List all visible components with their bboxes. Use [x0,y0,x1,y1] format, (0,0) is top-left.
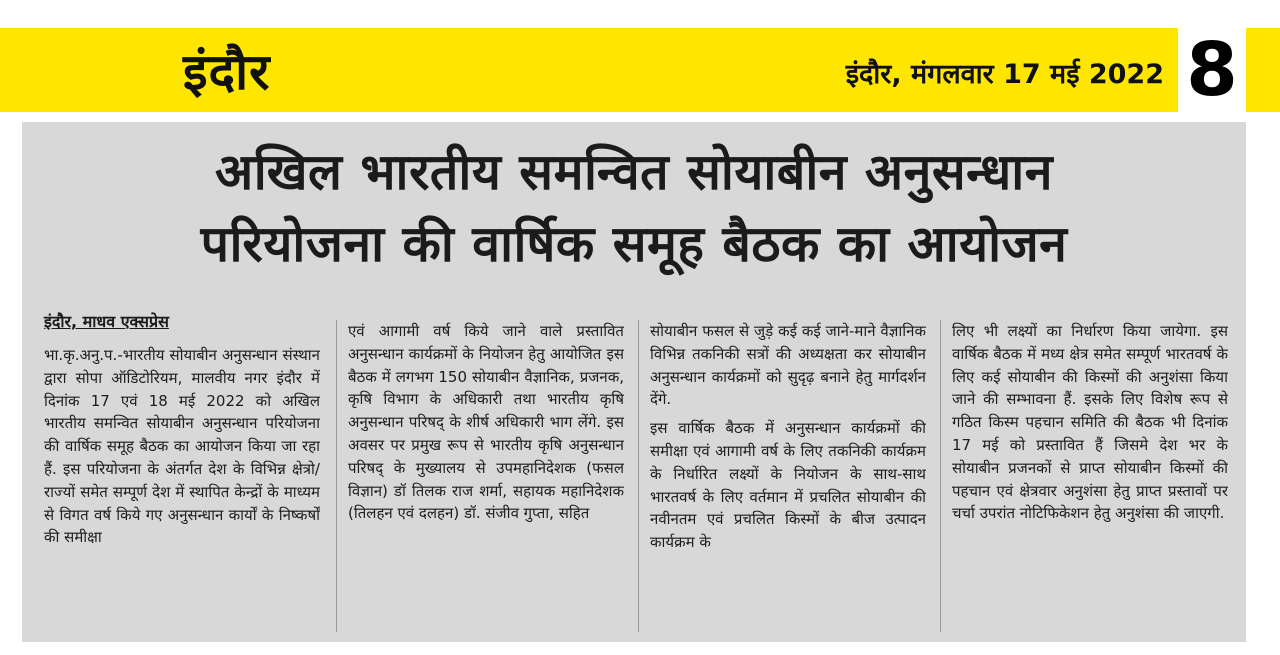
column-divider [940,320,941,632]
page-number: 8 [1178,28,1246,112]
article-column-1 [44,344,320,634]
masthead-banner [0,28,1280,112]
article-column-2 [348,320,624,630]
paragraph: भा.कृ.अनु.प.-भारतीय सोयाबीन अनुसन्धान संस्थान द्वारा सोपा ऑडिटोरियम, मालवीय नगर इंदौर में दिनांक 17 एवं 18 मई 2022 को अखिल भारतीय समन्वित सोयाबीन अनुसन्धान परियोजना की वार्षिक समूह बैठक का आयोजन किया जा रहा हैं. इस परियोजना के अंतर्गत देश के विभिन्न क्षेत्रो/राज्यों समेत सम्पूर्ण देश में स्थापित केन्द्रों के माध्यम से विगत वर्ष किये गए अनुसन्धान कार्यों के निष्कर्षों की समीक्षा [44,346,320,547]
headline-line-2: परियोजना की वार्षिक समूह बैठक का आयोजन [200,215,1068,273]
news-article [22,122,1246,642]
headline-line-1: अखिल भारतीय समन्वित सोयाबीन अनुसन्धान [215,143,1053,201]
masthead-dateline: इंदौर, मंगलवार 17 मई 2022 [845,59,1164,90]
column-divider [336,320,337,632]
article-column-4 [952,320,1228,630]
masthead-city: इंदौर [183,43,271,101]
paragraph: लिए भी लक्ष्यों का निर्धारण किया जायेगा. इस वार्षिक बैठक में मध्य क्षेत्र समेत सम्पूर्ण भारतवर्ष के लिए कई सोयाबीन की किस्मों की अनुशंसा किया जाने की सम्भावना हैं. इसके लिए विशेष रूप से गठित किस्म पहचान समिति की बैठक भी दिनांक 17 मई को प्रस्तावित हैं जिसमे देश भर के सोयाबीन प्रजनकों से प्राप्त सोयाबीन किस्मों की पहचान एवं क्षेत्रवार अनुशंसा हेतु प्राप्त प्रस्तावों पर चर्चा उपरांत नोटिफिकेशन हेतु अनुशंसा की जाएगी. [952,322,1228,523]
article-headline [32,136,1236,280]
column-divider [638,320,639,632]
paragraph: सोयाबीन फसल से जुड़े कई कई जाने-माने वैज्ञानिक विभिन्न तकनिकी सत्रों की अध्यक्षता कर सोयाबीन अनुसन्धान कार्यक्रमों को सुदृढ़ बनाने हेतु मार्गदर्शन देंगे. [650,322,926,409]
paragraph: इस वार्षिक बैठक में अनुसन्धान कार्यक्रमों की समीक्षा एवं आगामी वर्ष के लिए तकनिकी कार्यक्रम के निर्धारित लक्ष्यों के नियोजन के साथ-साथ भारतवर्ष के लिए वर्तमान में प्रचलित सोयाबीन की नवीनतम एवं प्रचलित किस्मों के बीज उत्पादन कार्यक्रम के [650,419,926,552]
article-column-3 [650,320,926,630]
paragraph: एवं आगामी वर्ष किये जाने वाले प्रस्तावित अनुसन्धान कार्यक्रमों के नियोजन हेतु आयोजित इस बैठक में लगभग 150 सोयाबीन वैज्ञानिक, प्रजनक, कृषि विभाग के अधिकारी तथा भारतीय कृषि अनुसन्धान परिषद् के शीर्ष अधिकारी भाग लेंगे. इस अवसर पर प्रमुख रूप से भारतीय कृषि अनुसन्धान परिषद् के मुख्यालय से उपमहानिदेशक (फसल विज्ञान) डॉ तिलक राज शर्मा, सहायक महानिदेशक (तिलहन एवं दलहन) डॉ. संजीव गुप्ता, सहित [348,322,624,523]
article-byline: इंदौर, माधव एक्सप्रेस [44,312,169,331]
